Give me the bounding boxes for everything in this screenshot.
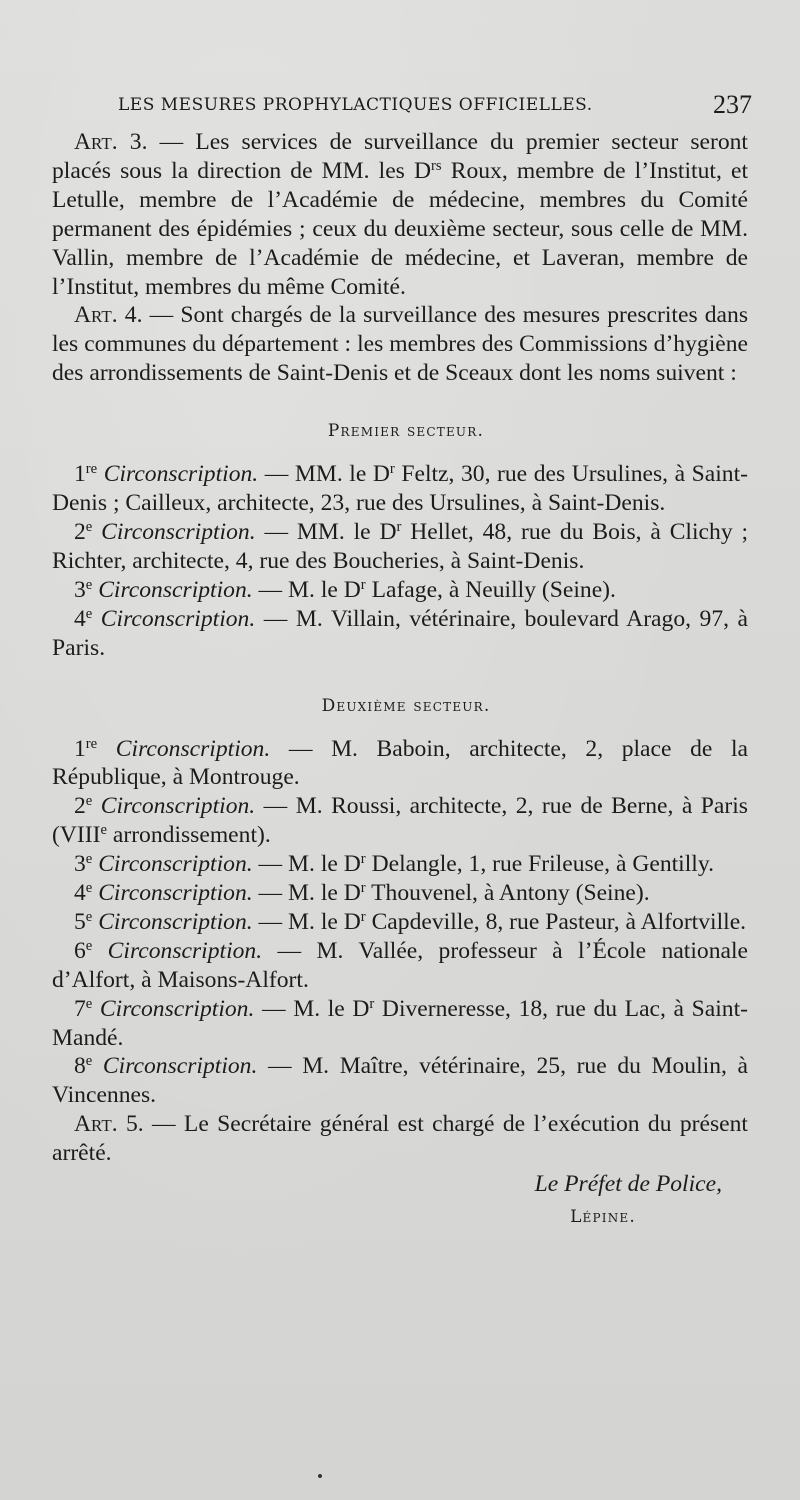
entry-text: — MM. le D (258, 461, 390, 488)
superscript: e (100, 822, 107, 839)
entry-text: — M. le D (252, 880, 361, 907)
superscript: re (85, 461, 98, 478)
superscript: rs (431, 157, 442, 174)
entry-text: — M. le D (252, 908, 361, 935)
superscript: e (85, 576, 93, 593)
entry-label: Circonscription. (92, 576, 253, 603)
entry-label: Circonscription. (92, 518, 256, 545)
entry-label: Circonscription. (92, 995, 255, 1022)
entry-label: Circonscription. (92, 908, 253, 935)
entry-text: — M. Villain, vétérinaire, boulevard Arago, 97, à Paris. (52, 605, 748, 661)
superscript: e (85, 851, 93, 868)
circonscription-entry (52, 908, 748, 937)
signature-name: Lépine. (570, 1207, 636, 1227)
page-number: 237 (713, 90, 752, 119)
superscript: r (369, 995, 375, 1012)
superscript: e (85, 605, 93, 622)
article-text: — Les services de surveillance du premier secteur seront placés sous la direction de MM. les D (52, 129, 748, 184)
ink-speck (318, 1474, 322, 1478)
entry-text: — MM. le D (255, 518, 397, 545)
article-text: — Le Secrétaire général est chargé de l’exécution du présent arrêté. (52, 1111, 748, 1167)
entry-label: Circonscription. (92, 793, 256, 820)
signature-block (52, 1170, 748, 1232)
circonscription-entry (52, 518, 748, 576)
circonscription-entry (52, 605, 748, 663)
circonscription-entry (52, 995, 748, 1053)
article-3 (52, 128, 748, 301)
entry-label: Circonscription. (92, 880, 253, 907)
entry-label: Circonscription. (97, 461, 259, 488)
entry-text: — M. le D (252, 576, 361, 603)
superscript: re (85, 735, 98, 752)
section-heading-deuxieme: Deuxième secteur. (321, 695, 491, 716)
superscript: e (85, 793, 93, 810)
superscript: e (85, 518, 93, 535)
entry-number: 3 (74, 851, 86, 878)
entry-text: — M. Vallée, professeur à l’École nationale d’Alfort, à Maisons-Alfort. (52, 937, 749, 993)
entry-text: Capdeville, 8, rue Pasteur, à Alfortville. (365, 908, 747, 935)
running-head: LES MESURES PROPHYLACTIQUES OFFICIELLES. (118, 95, 593, 115)
entry-number: 2 (74, 793, 86, 820)
signature-title: Le Préfet de Police, (534, 1171, 722, 1198)
entry-text: — M. Baboin, architecte, 2, place de la République, à Montrouge. (52, 735, 748, 791)
superscript: e (85, 937, 93, 954)
entry-text: — M. le D (254, 995, 370, 1022)
entry-text: Diverneresse, 18, rue du Lac, à Saint-Mandé. (52, 995, 748, 1051)
entry-label: Circonscription. (92, 1053, 258, 1080)
entry-number: 3 (74, 576, 86, 603)
entry-label: Circonscription. (92, 937, 263, 964)
entry-text: Lafage, à Neuilly (Seine). (365, 576, 616, 603)
entry-label: Circonscription. (92, 605, 256, 632)
entry-number: 2 (74, 518, 86, 545)
circonscription-entry (52, 850, 748, 879)
article-label: Art. 4. (74, 302, 143, 329)
entry-label: Circonscription. (92, 851, 253, 878)
superscript: r (360, 576, 366, 593)
entry-number: 1 (74, 461, 86, 488)
article-label: Art. 5. (74, 1111, 144, 1138)
circonscription-entry (52, 879, 748, 908)
article-text: Roux, membre de l’Institut, et Letulle, membre de l’Académie de médecine, membres du Comité permanent des épidémies ; ceux du deuxième secteur, sous celle de MM. Vallin, membre de l’Académie de médecine, et Laveran, membre de l’Institut, membres du même Comité. (52, 157, 748, 300)
article-5 (52, 1110, 748, 1168)
entry-number: 7 (74, 995, 86, 1022)
circonscription-entry (52, 937, 748, 995)
superscript: e (85, 995, 93, 1012)
entry-number: 4 (74, 880, 86, 907)
page-header (52, 90, 752, 122)
superscript: e (85, 908, 93, 925)
superscript: e (85, 1053, 93, 1070)
superscript: r (360, 879, 366, 896)
entry-text: — M. le D (252, 851, 361, 878)
section-heading-premier: Premier secteur. (327, 421, 485, 442)
entry-number: 1 (74, 735, 86, 762)
entry-text: Delangle, 1, rue Frileuse, à Gentilly. (365, 851, 715, 878)
entry-number: 6 (74, 937, 86, 964)
article-4 (52, 301, 748, 388)
circonscription-entry (52, 460, 748, 518)
circonscription-entry (52, 576, 748, 605)
superscript: r (396, 518, 402, 535)
page-body (52, 128, 748, 1232)
article-label: Art. 3. (74, 129, 148, 155)
entry-number: 5 (74, 908, 86, 935)
entry-text: — M. Maître, vétérinaire, 25, rue du Moulin, à Vincennes. (52, 1053, 748, 1109)
entry-text: Thouvenel, à Antony (Seine). (365, 880, 650, 907)
superscript: r (360, 851, 366, 868)
superscript: r (360, 908, 366, 925)
entry-number: 8 (74, 1053, 86, 1080)
circonscription-entry (52, 1052, 748, 1110)
entry-text: — M. Roussi, architecte, 2, rue de Berne, à Paris (VIII (52, 793, 748, 849)
entry-text: Hellet, 48, rue du Bois, à Clichy ; Richter, architecte, 4, rue des Boucheries, à Saint-Denis. (52, 518, 749, 574)
entry-label: Circonscription. (97, 735, 271, 762)
entry-number: 4 (74, 605, 86, 632)
article-text: — Sont chargés de la surveillance des mesures prescrites dans les communes du département : les membres des Commissions d’hygiène des arrondissements de Saint-Denis et de Sceaux dont les noms suivent : (52, 302, 749, 387)
circonscription-entry (52, 792, 748, 850)
circonscription-entry (52, 735, 748, 793)
entry-text: arrondissement). (106, 822, 271, 849)
superscript: e (85, 879, 93, 896)
entry-text: Feltz, 30, rue des Ursulines, à Saint-Denis ; Cailleux, architecte, 23, rue des Ursulines, à Saint-Denis. (52, 461, 748, 517)
superscript: r (389, 461, 395, 478)
